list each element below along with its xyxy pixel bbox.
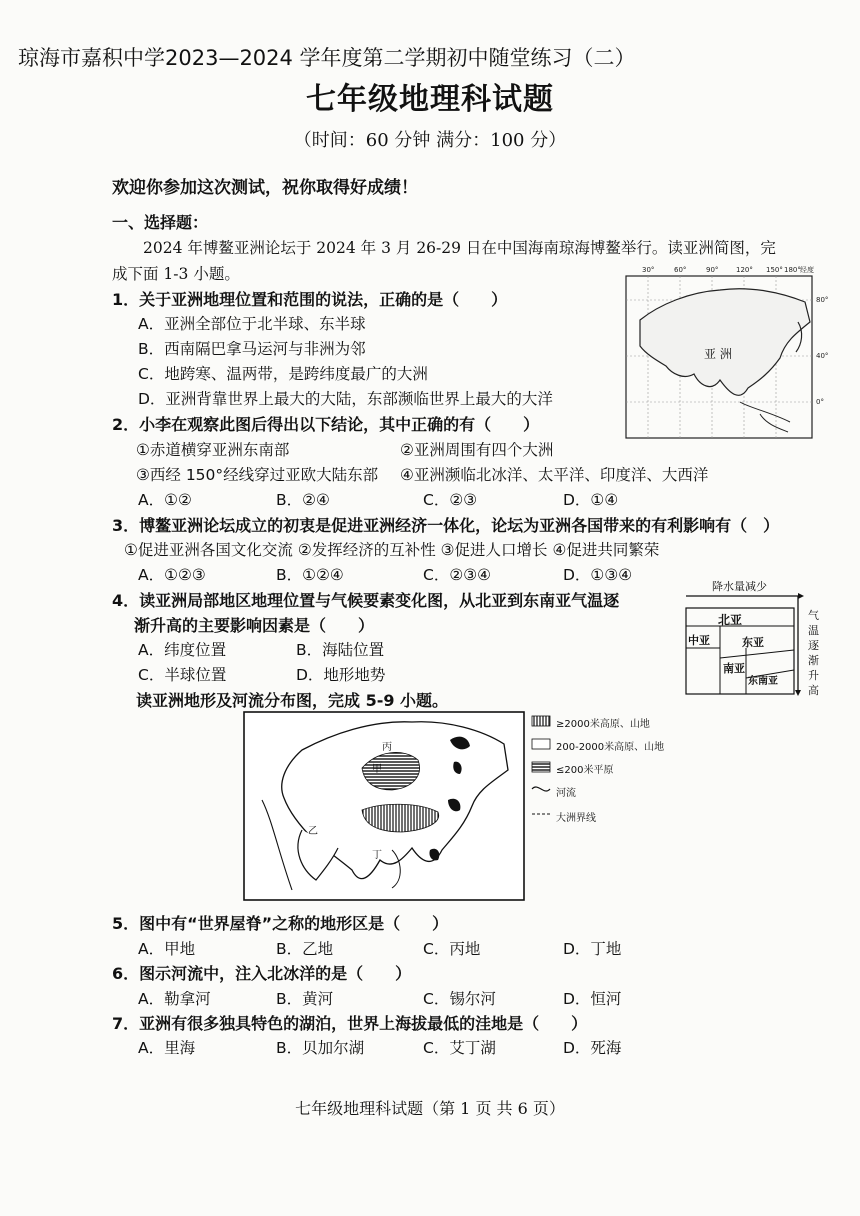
lon-label-90: 90° [706,266,719,274]
legend-mid-plateau: 200-2000米高原、山地 [556,742,665,753]
q6-stem: 6．图示河流中，注入北冰洋的是（ ） [112,964,412,983]
q3-option-b: B．①②④ [276,566,344,584]
q2-statement-2: ②亚洲周围有四个大洲 [400,441,554,459]
q3-option-c: C．②③④ [423,566,492,584]
lat-label-0: 0° [816,398,824,406]
place-yi: 乙 [308,826,318,837]
q6-option-a: A．勒拿河 [138,990,211,1008]
precip-label: 降水量减少 [712,580,767,593]
page-footer: 七年级地理科试题（第 1 页 共 6 页） [295,1099,565,1118]
q4-option-a: A．纬度位置 [138,641,227,659]
q3-option-d: D．①③④ [563,566,633,584]
q2-option-a: A．①② [138,491,192,509]
lon-label-180: 180° [784,266,801,274]
legend-river: 河流 [556,788,576,799]
q5-option-a: A．甲地 [138,940,196,958]
q1-stem: 1．关于亚洲地理位置和范围的说法，正确的是（ ） [112,290,508,309]
lon-label-120: 120° [736,266,753,274]
place-bing: 丙 [382,742,392,753]
lat-label-80: 80° [816,296,829,304]
school-header: 琼海市嘉积中学2023—2024 学年度第二学期初中随堂练习（二） [18,46,636,70]
intro-5-9: 读亚洲地形及河流分布图，完成 5-9 小题。 [136,691,449,710]
q4-option-c: C．半球位置 [138,666,227,684]
lon-label-150: 150° [766,266,783,274]
lat-label-40: 40° [816,352,829,360]
q7-stem: 7．亚洲有很多独具特色的湖泊，世界上海拔最低的洼地是（ ） [112,1014,588,1033]
q7-option-c: C．艾丁湖 [423,1039,496,1057]
q1-option-a: A．亚洲全部位于北半球、东半球 [138,315,366,333]
time-info: （时间：60 分钟 满分：100 分） [293,130,567,151]
q7-option-b: B．贝加尔湖 [276,1039,365,1057]
legend-plain: ≤200米平原 [556,765,614,776]
q1-option-b: B．西南隔巴拿马运河与非洲为邻 [138,340,366,358]
q2-statement-3: ③西经 150°经线穿过亚欧大陆东部 [136,466,379,484]
q4-stem-line-2: 渐升高的主要影响因素是（ ） [134,616,375,635]
q1-option-c: C．地跨寒、温两带，是跨纬度最广的大洲 [138,365,428,383]
q2-option-c: C．②③ [423,491,478,509]
q2-statement-1: ①赤道横穿亚洲东南部 [136,441,290,459]
q6-option-d: D．恒河 [563,990,622,1008]
q4-option-d: D．地形地势 [296,666,386,684]
q6-option-c: C．锡尔河 [423,990,496,1008]
q1-option-d: D．亚洲背靠世界上最大的大陆，东部濒临世界上最大的大洋 [138,390,553,408]
region-south-asia: 南亚 [723,662,745,675]
asia-map [620,262,834,444]
climate-diagram [676,578,846,698]
place-jia: 甲 [372,764,382,775]
q3-stem: 3．博鳌亚洲论坛成立的初衷是促进亚洲经济一体化，论坛为亚洲各国带来的有利影响有（ ） [112,516,780,535]
region-north-asia: 北亚 [718,613,743,627]
welcome-text: 欢迎你参加这次测试，祝你取得好成绩！ [112,178,418,198]
q2-option-b: B．②④ [276,491,330,509]
legend-high-mountain: ≥2000米高原、山地 [556,719,650,730]
section-heading: 一、选择题： [112,213,209,232]
region-southeast-asia: 东南亚 [748,676,778,687]
q3-statements: ①促进亚洲各国文化交流 ②发挥经济的互补性 ③促进人口增长 ④促进共同繁荣 [124,541,660,559]
q2-option-d: D．①④ [563,491,619,509]
q6-option-b: B．黄河 [276,990,334,1008]
terrain-legend [530,712,710,832]
region-central-asia: 中亚 [688,634,710,647]
region-east-asia: 东亚 [742,636,764,649]
legend-continent-boundary: 大洲界线 [556,813,596,824]
lon-suffix: 经度 [800,266,814,274]
q5-option-d: D．丁地 [563,940,622,958]
temp-label: 气温逐渐升高 [808,609,819,697]
q4-option-b: B．海陆位置 [296,641,385,659]
intro-line-1: 2024 年博鳌亚洲论坛于 2024 年 3 月 26-29 日在中国海南琼海博鳌举行。读亚洲简图，完 [143,239,776,257]
q5-option-c: C．丙地 [423,940,481,958]
lon-label-30: 30° [642,266,655,274]
asia-label: 亚 洲 [704,347,732,361]
page-title: 七年级地理科试题 [306,82,554,117]
q4-stem-line-1: 4．读亚洲局部地区地理位置与气候要素变化图，从北亚到东南亚气温逐 [112,591,620,610]
lon-label-60: 60° [674,266,687,274]
place-ding: 丁 [372,850,382,861]
q5-option-b: B．乙地 [276,940,334,958]
terrain-map [242,710,526,902]
q7-option-d: D．死海 [563,1039,622,1057]
q3-option-a: A．①②③ [138,566,206,584]
q5-stem: 5．图中有“世界屋脊”之称的地形区是（ ） [112,914,449,933]
q2-statement-4: ④亚洲濒临北冰洋、太平洋、印度洋、大西洋 [400,466,709,484]
q7-option-a: A．里海 [138,1039,196,1057]
q2-stem: 2．小李在观察此图后得出以下结论，其中正确的有（ ） [112,415,540,434]
intro-line-2: 成下面 1-3 小题。 [112,265,240,283]
